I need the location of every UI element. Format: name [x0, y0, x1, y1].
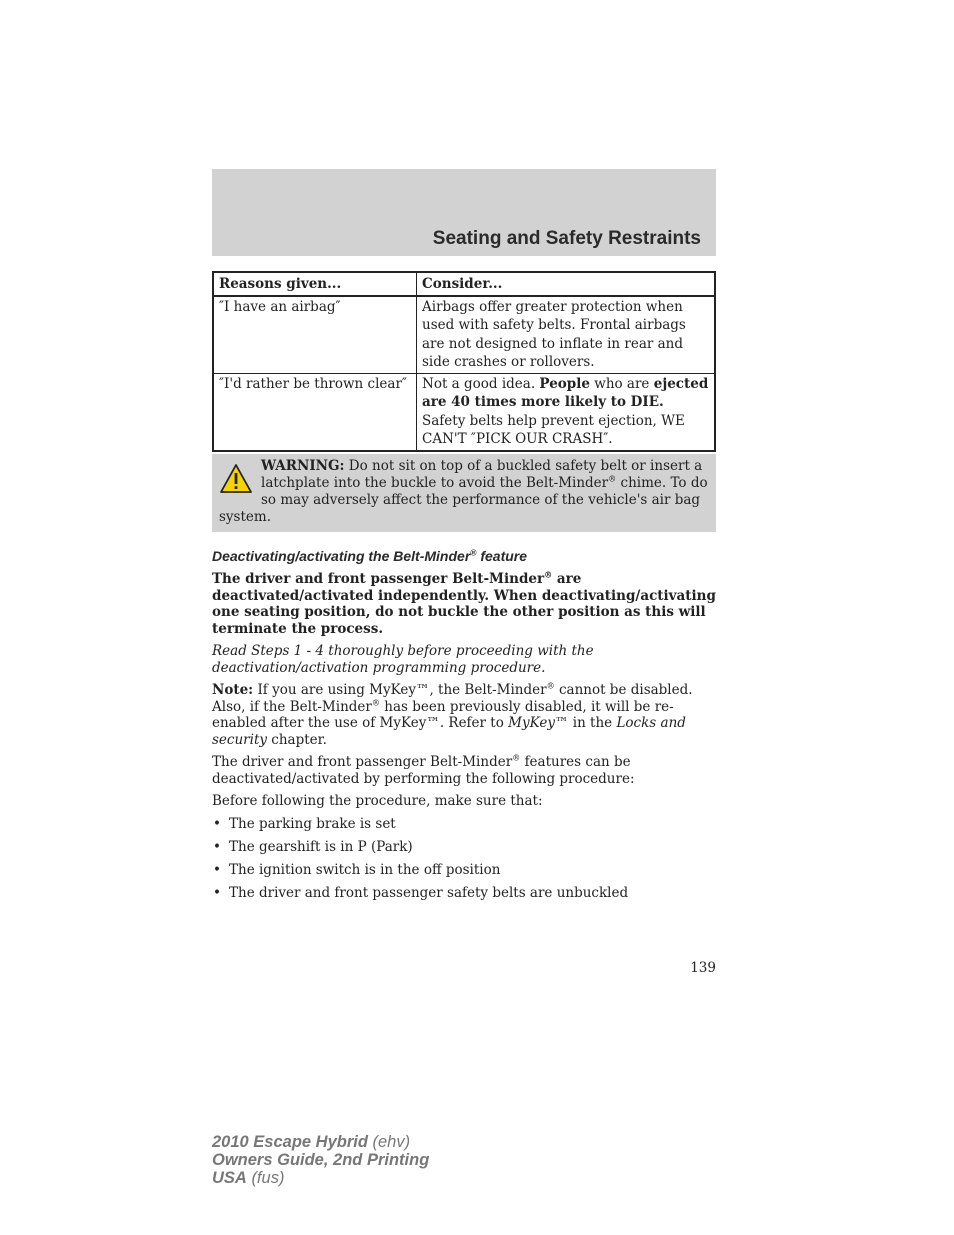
bold-text-b: are deactivated/activated independently. When deactivating/activating one seating position, do not buckle the other position as this will terminate the process. [212, 571, 716, 637]
list-item: • The parking brake is set [212, 816, 716, 833]
registered-mark: ® [371, 697, 380, 707]
body-column [212, 571, 716, 908]
section-heading [212, 548, 527, 564]
reasons-table [212, 271, 716, 452]
footer-line-3 [212, 1169, 429, 1187]
note-label: Note: [212, 682, 254, 698]
consider-bold-people: People [539, 375, 590, 392]
footer-printing: Owners Guide, 2nd Printing [212, 1151, 430, 1169]
consider-tail: Safety belts help prevent ejection, WE CAN'T ″PICK OUR CRASH″. [422, 412, 685, 447]
footer [212, 1133, 429, 1187]
note-text-c: has been previously disabled, it will be re-enabled after the use of MyKey™. Refer to [212, 698, 674, 731]
warning-text-b: chime. To do so may adversely affect the performance of the vehicle's air bag system. [219, 475, 708, 525]
note-text-end: chapter. [271, 731, 327, 748]
table-cell-reason: ″I have an airbag″ [213, 296, 417, 374]
table-row [213, 296, 715, 374]
registered-mark: ® [608, 473, 617, 484]
procedure-paragraph [212, 754, 716, 787]
italic-instruction: Read Steps 1 - 4 thoroughly before proceeding with the deactivation/activation programming procedure. [212, 643, 594, 676]
procedure-text-a: The driver and front passenger Belt-Minder [212, 754, 513, 770]
footer-line-2 [212, 1151, 429, 1169]
list-item: • The driver and front passenger safety belts are unbuckled [212, 885, 716, 902]
registered-mark: ® [512, 752, 521, 763]
locks-chapter-reference: Locks and security [212, 715, 686, 748]
warning-label: WARNING: [261, 458, 345, 474]
procedure-text-b: features can be deactivated/activated by performing the following procedure: [212, 754, 635, 787]
registered-mark: ® [470, 547, 477, 558]
consider-intro: Not a good idea. [422, 375, 536, 392]
footer-model: 2010 Escape Hybrid [212, 1133, 368, 1151]
bold-text-a: The driver and front passenger Belt-Minder [212, 571, 545, 587]
column-header-consider: Consider... [417, 272, 716, 296]
checklist [212, 816, 716, 902]
bold-paragraph [212, 571, 716, 637]
mykey-reference: MyKey™ [508, 715, 569, 731]
page-title: Seating and Safety Restraints [432, 228, 701, 249]
page-number: 139 [690, 960, 716, 976]
footer-market: USA [212, 1169, 247, 1187]
footer-line-1 [212, 1133, 429, 1151]
consider-mid: who are [594, 375, 650, 392]
before-procedure-text: Before following the procedure, make sure that: [212, 793, 543, 809]
table-cell-reason: ″I'd rather be thrown clear″ [213, 373, 417, 451]
note-text-a: If you are using MyKey™, the Belt-Minder [257, 682, 547, 698]
warning-box [212, 454, 716, 532]
note-text-in: in the [572, 715, 613, 731]
warning-text-a: Do not sit on top of a buckled safety belt or insert a latchplate into the buckle to avoid the Belt-Minder [261, 458, 703, 491]
column-header-reasons: Reasons given... [213, 272, 417, 296]
heading-text-b: feature [480, 548, 528, 564]
section-header-band [212, 169, 716, 256]
note-paragraph [212, 682, 716, 748]
registered-mark: ® [546, 680, 555, 691]
table-row [213, 373, 715, 451]
note-text-b: cannot be disabled. Also, if the Belt-Minder [212, 682, 693, 715]
table-header-row [213, 272, 715, 296]
list-item: • The ignition switch is in the off position [212, 862, 716, 879]
warning-triangle-icon [219, 462, 253, 496]
table-cell-consider: Airbags offer greater protection when used with safety belts. Frontal airbags are not designed to inflate in rear and side crashes or rollovers. [417, 296, 716, 374]
consider-bold-ejected: ejected are 40 times more likely to DIE. [422, 375, 709, 410]
heading-text-a: Deactivating/activating the Belt-Minder [212, 548, 471, 564]
footer-model-code: (ehv) [372, 1133, 411, 1151]
list-item: • The gearshift is in P (Park) [212, 839, 716, 856]
registered-mark: ® [544, 569, 553, 580]
footer-market-code: (fus) [251, 1169, 285, 1187]
table-cell-consider [417, 373, 716, 451]
